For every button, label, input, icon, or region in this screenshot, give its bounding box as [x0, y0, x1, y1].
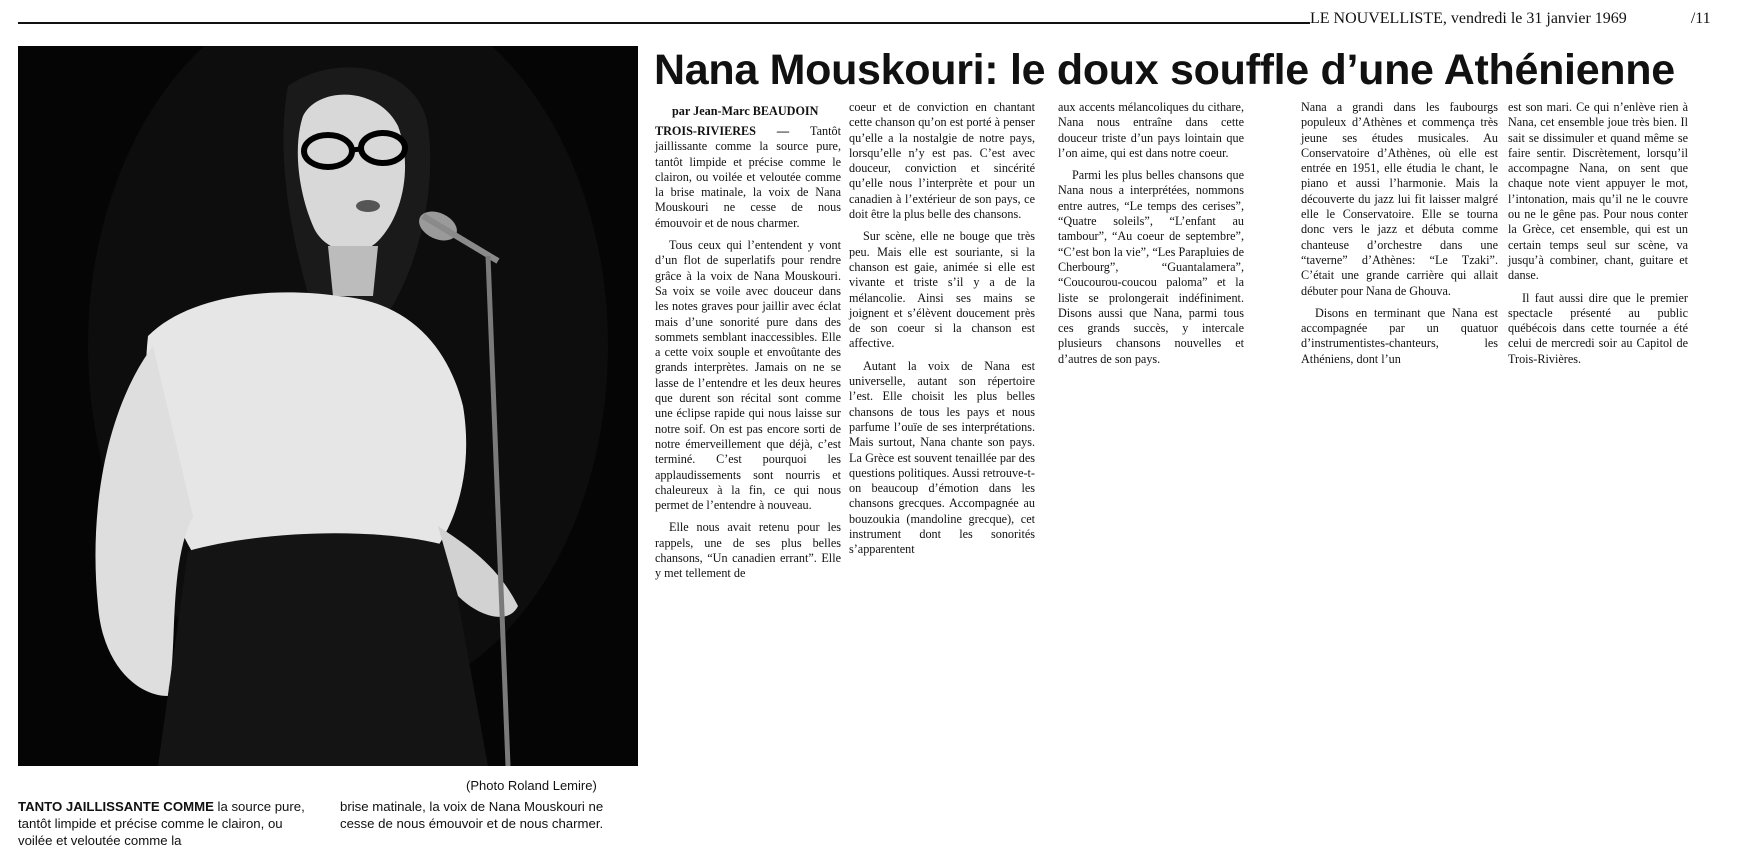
article-paragraph: est son mari. Ce qui n’enlève rien à Nana, cet ensemble joue très bien. Il sait se dissimuler et quand même se faire sentir. Discrètement, lorsqu’il accompagne Nana, on sent que chaque note vient appuyer le mot, l’intonation, mais qu’il ne le couvre ou ne le gêne pas. Pour nous conter la Grèce, cet ensemble, qui est un certain temps seul sur scène, va jusqu’à combiner, chant, guitare et danse.: [1508, 100, 1688, 283]
article-column-5: [1508, 100, 1688, 374]
article-paragraph: TROIS-RIVIERES — Tantôt jaillissante comme la source pure, tantôt limpide et précise comme le clairon, ou voilée et veloutée comme la brise matinale, la voix de Nana Mouskouri ne cesse de nous émouvoir et de nous charmer.: [655, 124, 841, 230]
article-paragraph: Il faut aussi dire que le premier spectacle présenté au public québécois dans cette tournée a été celui de mercredi soir au Capitol de Trois-Rivières.: [1508, 290, 1688, 366]
header-rule: [18, 22, 1310, 24]
article-paragraph: Autant la voix de Nana est universelle, autant son répertoire l’est. Elle choisit les plus belles chansons de tous les pays et nous parfume l’ouïe de ses interprétations. Mais surtout, Nana chante son pays. La Grèce est souvent tenaillée par des questions politiques. Aussi retrouve-t-on beaucoup d’émotion dans les chansons grecques. Accompagnée au bouzoukia (mandoline grecque), cet instrument dont les sonorités s’apparentent: [849, 358, 1035, 557]
article-paragraph: Disons en terminant que Nana est accompagnée par un quatuor d’instrumentistes-chanteurs, les Athéniens, dont l’un: [1301, 305, 1498, 366]
article-byline: par Jean-Marc BEAUDOIN: [672, 104, 819, 118]
caption-text-1: la source pure, tantôt limpide et précise comme le clairon, ou voilée et veloutée comme la: [18, 799, 305, 848]
singer-illustration: [18, 46, 638, 766]
caption-lead: TANTO JAILLISSANTE COMME: [18, 799, 214, 814]
page-header: [1310, 10, 1730, 28]
article-paragraph: Parmi les plus belles chansons que Nana nous a interprétées, nommons entre autres, “Le temps des cerises”, “Quatre soleils”, “L’enfant au tambour”, “Au coeur de septembre”, “C’est bon la vie”, “Les Parapluies de Cherbourg”, “Guantalamera”, “Coucourou-coucou paloma” et la liste se prolongerait indéfiniment. Disons aussi que Nana, parmi tous ces grands succès, y intercale plusieurs chansons nouvelles et d’autres de son pays.: [1058, 168, 1244, 366]
article-paragraph: Nana a grandi dans les faubourgs populeux d’Athènes et commença très jeune ses études musicales. Au Conservatoire d’Athènes, où elle est entrée en 1951, elle étudia le chant, le piano et aussi l’harmonie. Mais la découverte du jazz lui fit laisser malgré elle le Conservatoire. Elle se tourna donc vers le jazz et débuta comme chanteuse d’orchestre dans une “taverne” d’Athènes: “Le Tzaki”. C’était une grande carrière qui allait débuter pour Nana de Ghouva.: [1301, 100, 1498, 298]
dateline: TROIS-RIVIERES —: [655, 124, 811, 138]
article-headline: Nana Mouskouri: le doux souffle d’une Athénienne: [654, 46, 1675, 94]
article-column-1: [655, 124, 841, 589]
singer-photo: [18, 46, 638, 766]
publication-name: LE NOUVELLISTE,: [1310, 10, 1447, 27]
article-column-4: [1301, 100, 1498, 374]
photo-credit: (Photo Roland Lemire): [466, 778, 597, 793]
caption-column-2: brise matinale, la voix de Nana Mouskouri ne cesse de nous émouvoir et de nous charmer.: [340, 799, 604, 831]
article-paragraph: Elle nous avait retenu pour les rappels, une de ses plus belles chansons, “Un canadien errant”. Elle y met tellement de: [655, 520, 841, 581]
article-column-3: [1058, 100, 1244, 374]
page-number: /11: [1690, 10, 1711, 27]
caption-column-1: [18, 798, 318, 849]
issue-date: vendredi le 31 janvier 1969: [1450, 10, 1627, 27]
article-paragraph: Tous ceux qui l’entendent y vont d’un flot de superlatifs pour rendre grâce à la voix de Nana Mouskouri. Sa voix se voile avec douceur dans les notes graves pour jaillir avec éclat mais d’une sonorité pure dans des sommets semblant inaccessibles. Elle a cette voix souple et envoûtante des grands interprètes. Jamais on ne se lasse de l’entendre et les deux heures que durent son récital sont comme une éclipse rapide qui nous laisse sur notre soif. On est pas encore sorti de notre émerveillement que déjà, c’est terminé. C’est pourquoi les applaudissements sont nourris et chaleureux à la fin, ce qui nous permet de l’entendre à nouveau.: [655, 238, 841, 513]
article-column-2: [849, 100, 1035, 565]
article-paragraph: Sur scène, elle ne bouge que très peu. Mais elle est souriante, si la chanson est gaie, animée si elle est vivante et triste s’il y a de la mélancolie. Ainsi ses mains se joignent et s’élèvent doucement près de son coeur si la chanson est affective.: [849, 229, 1035, 351]
article-paragraph: coeur et de conviction en chantant cette chanson qu’on est porté à penser qu’elle a la nostalgie de notre pays, lorsqu’elle n’y est pas. C’est avec douceur, conviction et sincérité qu’elle nous l’interprète et pour un canadien à l’extérieur de son pays, ce doit être la plus belle des chansons.: [849, 100, 1035, 222]
article-paragraph: aux accents mélancoliques du cithare, Nana nous entraîne dans cette douceur triste d’un pays lointain que l’on aime, qui est dans notre coeur.: [1058, 100, 1244, 160]
